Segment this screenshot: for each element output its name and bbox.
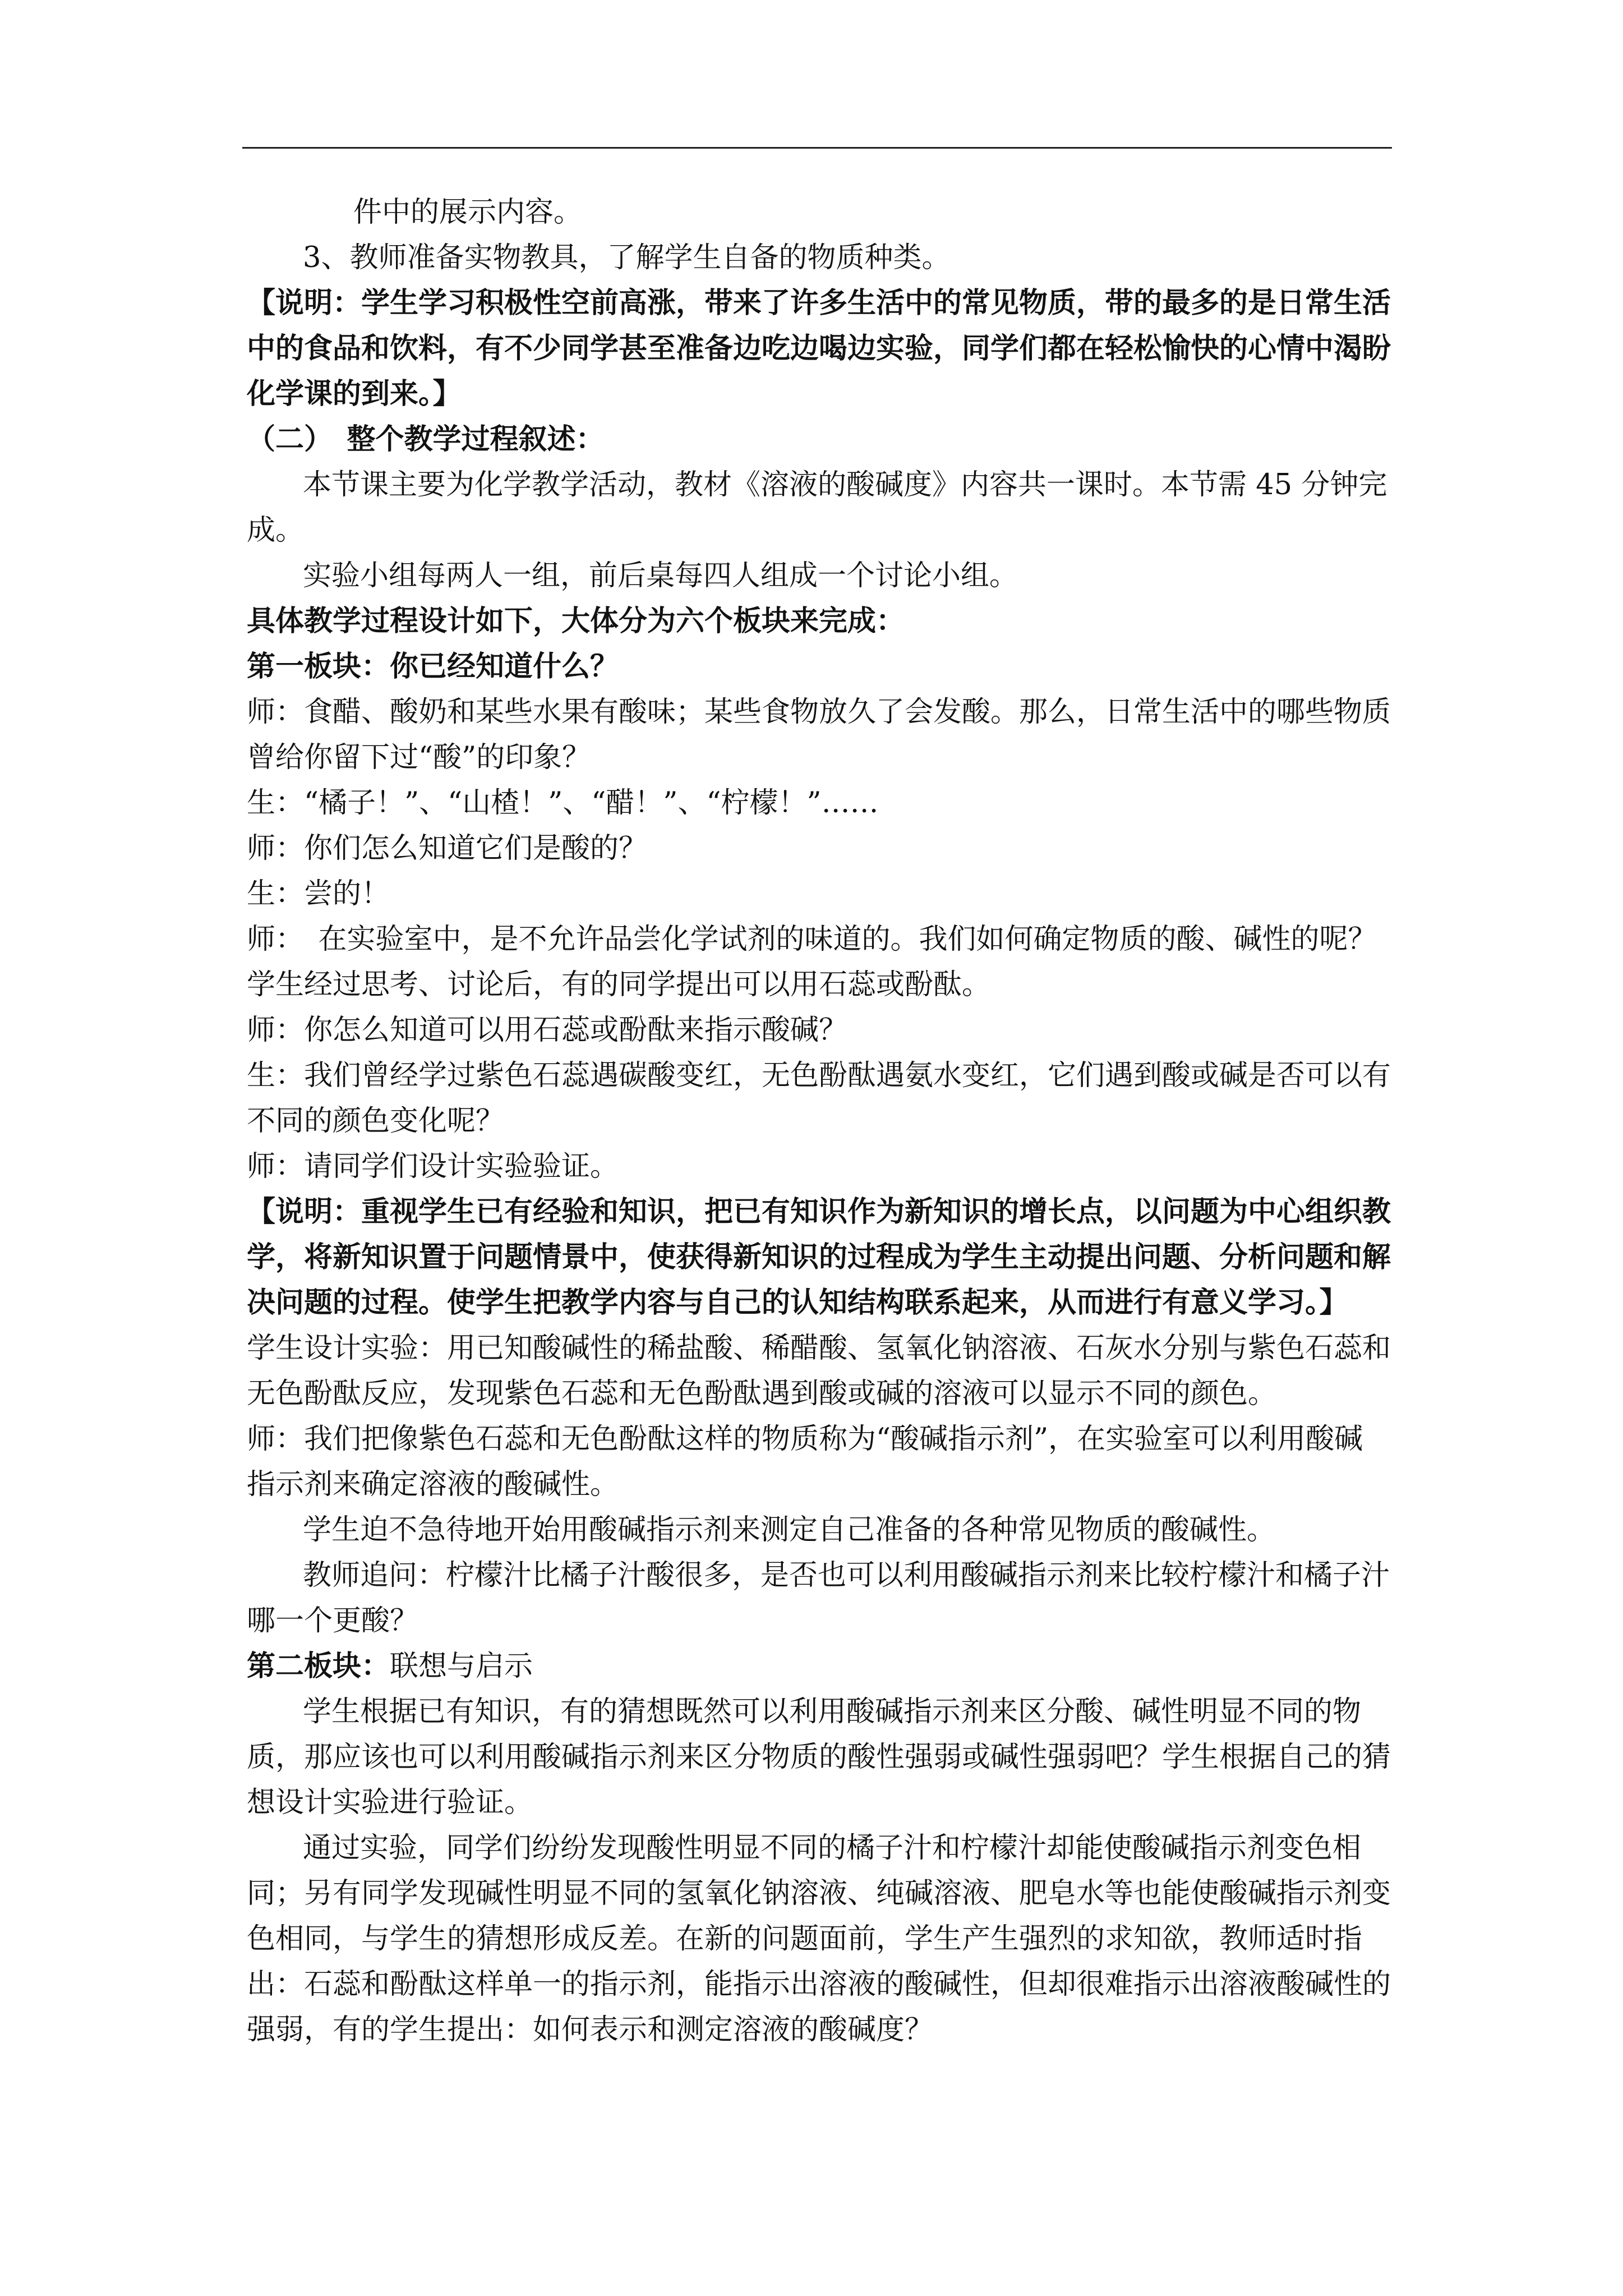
note-paragraph: 【说明：学生学习积极性空前高涨，带来了许多生活中的常见物质，带的最多的是日常生活中的食品和饮料，有不少同学甚至准备边吃边喝边实验，同学们都在轻松愉快的心情中渴盼化学课的到来。】 (247, 286, 1391, 411)
paragraph: 实验小组每两人一组，前后桌每四人组成一个讨论小组。 (303, 559, 1018, 592)
dialogue-line: 生：我们曾经学过紫色石蕊遇碳酸变红，无色酚酞遇氨水变红，它们遇到酸或碱是否可以有不同的颜色变化呢？ (247, 1059, 1391, 1138)
dialogue-line: 师：请同学们设计实验验证。 (247, 1150, 619, 1183)
header-rule (242, 147, 1392, 149)
paragraph: 件中的展示内容。 (353, 196, 583, 229)
block-heading-label: 第二板块： (247, 1649, 390, 1683)
dialogue-line: 师：我们把像紫色石蕊和无色酚酞这样的物质称为“酸碱指示剂”，在实验室可以利用酸碱指示剂来确定溶液的酸碱性。 (247, 1423, 1363, 1501)
section-heading: （二） 整个教学过程叙述： (247, 422, 605, 456)
paragraph: 通过实验，同学们纷纷发现酸性明显不同的橘子汁和柠檬汁却能使酸碱指示剂变色相同；另有同学发现碱性明显不同的氢氧化钠溶液、纯碱溶液、肥皂水等也能使酸碱指示剂变色相同，与学生的猜想形成反差。在新的问题面前，学生产生强烈的求知欲，教师适时指出：石蕊和酚酞这样单一的指示剂，能指示出溶液的酸碱性，但却很难指示出溶液酸碱性的强弱，有的学生提出：如何表示和测定溶液的酸碱度？ (247, 1832, 1391, 2046)
note-paragraph: 【说明：重视学生已有经验和知识，把已有知识作为新知识的增长点，以问题为中心组织教学，将新知识置于问题情景中，使获得新知识的过程成为学生主动提出问题、分析问题和解决问题的过程。使学生把教学内容与自己的认知结构联系起来，从而进行有意义学习。】 (247, 1195, 1391, 1319)
document-body (247, 190, 1391, 2053)
dialogue-line: 师：你怎么知道可以用石蕊或酚酞来指示酸碱？ (247, 1014, 848, 1047)
paragraph: 3、教师准备实物教具，了解学生自备的物质种类。 (303, 241, 951, 274)
block-heading-title: 联想与启示 (390, 1650, 533, 1683)
dialogue-line: 生：尝的！ (247, 877, 390, 910)
dialogue-line: 师： 在实验室中，是不允许品尝化学试剂的味道的。我们如何确定物质的酸、碱性的呢？学生经过思考、讨论后，有的同学提出可以用石蕊或酚酞。 (247, 923, 1377, 1001)
dialogue-line: 师：你们怎么知道它们是酸的？ (247, 832, 648, 865)
block-heading (247, 1644, 1391, 1689)
paragraph: 学生迫不急待地开始用酸碱指示剂来测定自己准备的各种常见物质的酸碱性。 (303, 1513, 1276, 1547)
paragraph: 学生设计实验：用已知酸碱性的稀盐酸、稀醋酸、氢氧化钠溶液、石灰水分别与紫色石蕊和无色酚酞反应，发现紫色石蕊和无色酚酞遇到酸或碱的溶液可以显示不同的颜色。 (247, 1332, 1391, 1410)
paragraph: 本节课主要为化学教学活动，教材《溶液的酸碱度》内容共一课时。本节需 45 分钟完成。 (247, 468, 1387, 547)
dialogue-line: 师：食醋、酸奶和某些水果有酸味；某些食物放久了会发酸。那么，日常生活中的哪些物质曾给你留下过“酸”的印象？ (247, 696, 1391, 774)
dialogue-line: 生：“橘子！”、“山楂！”、“醋！”、“柠檬！”…… (247, 786, 879, 820)
paragraph: 学生根据已有知识，有的猜想既然可以利用酸碱指示剂来区分酸、碱性明显不同的物质，那应该也可以利用酸碱指示剂来区分物质的酸性强弱或碱性强弱吧？学生根据自己的猜想设计实验进行验证。 (247, 1695, 1391, 1819)
block-heading: 第一板块：你已经知道什么？ (247, 650, 619, 683)
bold-heading: 具体教学过程设计如下，大体分为六个板块来完成： (247, 604, 905, 638)
paragraph: 教师追问：柠檬汁比橘子汁酸很多，是否也可以利用酸碱指示剂来比较柠檬汁和橘子汁哪一个更酸？ (247, 1559, 1390, 1637)
